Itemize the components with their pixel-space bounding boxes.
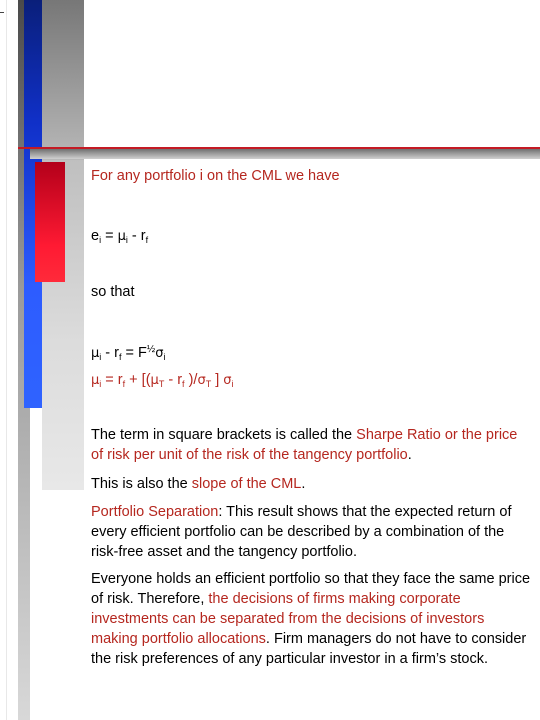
equation-cml: $\mu_i = r_f + [(\mu_T - r_f$ )$/\sigma_T$ ] $\sigma_i$: [91, 372, 234, 389]
corner-tick: [0, 12, 4, 13]
left-thin-line: [6, 0, 7, 720]
title-divider: [18, 147, 540, 161]
red-block: [35, 162, 65, 282]
so-that-text: so that: [91, 284, 135, 300]
divider-shadow: [30, 149, 540, 159]
sharpe-ratio-paragraph: The term in square brackets is called the Sharpe Ratio or the price of risk per unit of the risk of the tangency portfolio.: [91, 427, 518, 463]
equation-excess-return: $e_i = \mu_i - r_f$: [91, 228, 149, 245]
equation-beta-sigma: $\mu_i - r_f = F^{\frac{1}{2}}\sigma_i$: [91, 344, 166, 362]
portfolio-separation-paragraph: Portfolio Separation: This result shows that the expected return of every efficient portfolio can be described by a combination of the risk-free asset and the tangency portfolio.: [91, 504, 512, 560]
grey-stripe-top: [42, 0, 84, 160]
slope-paragraph: This is also the slope of the CML.: [91, 476, 306, 492]
everyone-paragraph: Everyone holds an efficient portfolio so that they face the same price of risk. Therefore, the decisions of firms making corporate investments can be separated from the decisions of investors making portfolio allocations. Firm managers do not have to consider the risk preferences of any particular investor in a firm’s stock.: [91, 571, 531, 667]
intro-text: For any portfolio i on the CML we have: [91, 168, 340, 184]
